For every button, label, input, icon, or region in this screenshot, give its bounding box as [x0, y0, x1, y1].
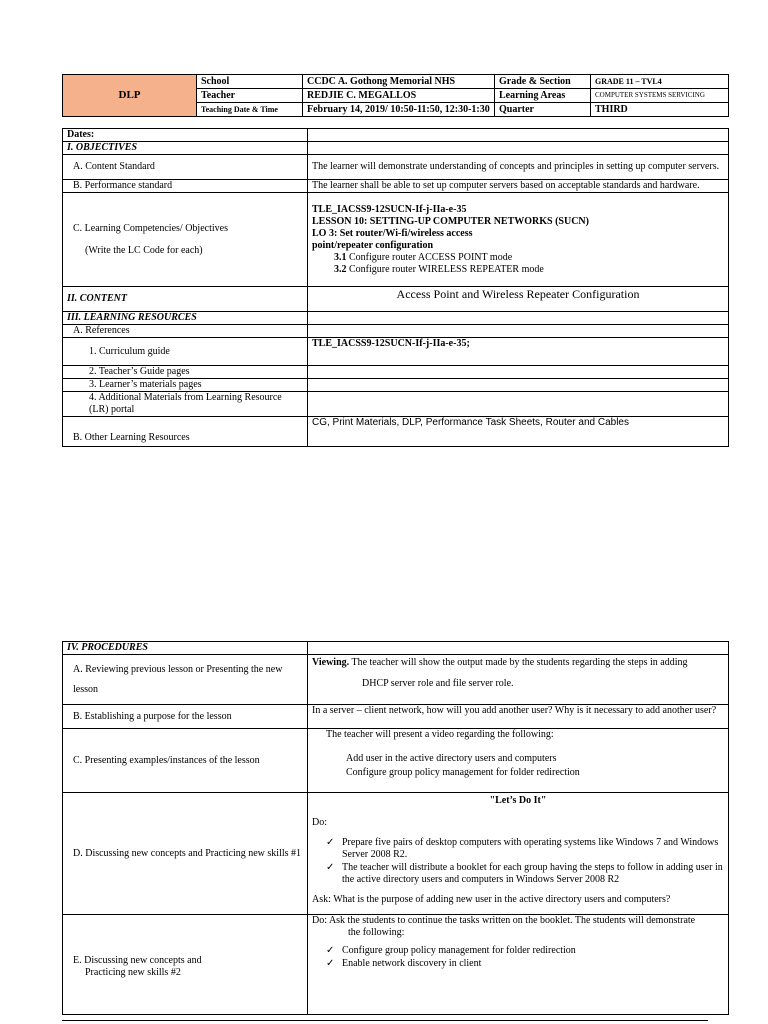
school-label: School	[197, 75, 303, 89]
learning-resources-heading: III. LEARNING RESOURCES	[63, 312, 308, 325]
procedure-a-text: The teacher will show the output made by the students regarding the steps in adding	[349, 657, 688, 668]
objective-3-2: 3.2 Configure router WIRELESS REPEATER mode	[334, 263, 544, 275]
procedures-table	[62, 641, 729, 1015]
grade-label: Grade & Section	[495, 75, 591, 89]
additional-materials-label: 4. Additional Materials from Learning Resource (LR) portal	[63, 392, 308, 417]
date-label: Teaching Date & Time	[197, 103, 303, 117]
procedure-e-do: Do: Ask the students to continue the tasks written on the booklet. The students will demonstrate	[312, 915, 696, 926]
quarter-value: THIRD	[591, 103, 729, 117]
teacher-label: Teacher	[197, 89, 303, 103]
list-item: ✓ The teacher will distribute a booklet for each group having the steps to follow in adding user in the active directory users and computers in Windows Server 2008 R2	[326, 862, 723, 885]
content-heading: II. CONTENT	[63, 287, 308, 312]
grade-value: GRADE 11 – TVL4	[591, 75, 729, 89]
procedure-d-ask: Ask: What is the purpose of adding new user in the active directory users and computers?	[312, 894, 671, 905]
learning-areas-label: Learning Areas	[495, 89, 591, 103]
viewing-label: Viewing.	[312, 657, 350, 668]
competencies-title: C. Learning Competencies/ Objectives	[73, 222, 228, 234]
content-value: Access Point and Wireless Repeater Configuration	[308, 287, 729, 312]
learning-areas-value: COMPUTER SYSTEMS SERVICING	[591, 89, 729, 103]
curriculum-guide-value: TLE_IACSS9-12SUCN-If-j-IIa-e-35;	[308, 338, 729, 366]
procedure-d-checklist	[312, 837, 724, 886]
objectives-table	[62, 128, 729, 447]
list-item: ✓ Configure group policy management for folder redirection	[326, 945, 576, 956]
procedure-c-label: C. Presenting examples/instances of the lesson	[63, 729, 308, 793]
learning-outcome: LO 3: Set router/Wi-fi/wireless access	[312, 227, 473, 239]
procedure-e-label	[63, 915, 308, 1015]
procedure-b-label: B. Establishing a purpose for the lesson	[63, 705, 308, 729]
procedure-e-label-2: Practicing new skills #2	[85, 967, 181, 978]
learning-outcome-cont: point/repeater configuration	[312, 239, 434, 251]
dates-label: Dates:	[63, 129, 308, 142]
procedure-e-checklist	[312, 945, 724, 970]
procedure-c-content	[308, 729, 729, 793]
procedure-d-content	[308, 793, 729, 915]
performance-standard-label: B. Performance standard	[63, 180, 308, 193]
other-resources-label: B. Other Learning Resources	[63, 417, 308, 447]
teacher-value: REDJIE C. MEGALLOS	[303, 89, 495, 103]
procedure-d-do: Do:	[312, 817, 327, 828]
procedures-heading: IV. PROCEDURES	[63, 642, 308, 655]
curriculum-guide-label: 1. Curriculum guide	[63, 338, 308, 366]
objectives-heading: I. OBJECTIVES	[63, 142, 308, 155]
content-standard-label: A. Content Standard	[63, 155, 308, 180]
other-resources-value: CG, Print Materials, DLP, Performance Task Sheets, Router and Cables	[308, 417, 729, 447]
competencies-label	[63, 193, 308, 287]
objective-3-1: 3.1 Configure router ACCESS POINT mode	[334, 251, 513, 263]
procedure-e-label-1: E. Discussing new concepts and	[73, 955, 202, 966]
check-icon: ✓	[326, 862, 335, 873]
references-label: A. References	[63, 325, 308, 338]
content-standard-value: The learner will demonstrate understanding of concepts and principles in setting up computer servers.	[308, 155, 729, 180]
date-value: February 14, 2019/ 10:50-11:50, 12:30-1:30	[303, 103, 495, 117]
procedure-a-text-2: DHCP server role and file server role.	[362, 678, 514, 689]
procedure-b-content: In a server – client network, how will you add another user? Why is it necessary to add another user?	[308, 705, 729, 729]
quarter-label: Quarter	[495, 103, 591, 117]
learners-materials-label: 3. Learner’s materials pages	[63, 379, 308, 392]
check-icon: ✓	[326, 837, 335, 848]
header-table	[62, 74, 729, 117]
lets-do-it-title: "Let’s Do It"	[489, 795, 547, 806]
competencies-note: (Write the LC Code for each)	[85, 244, 203, 256]
lesson-title: LESSON 10: SETTING-UP COMPUTER NETWORKS (SUCN)	[312, 215, 589, 227]
procedure-a-label: A. Reviewing previous lesson or Presenting the new lesson	[63, 655, 308, 705]
teachers-guide-label: 2. Teacher’s Guide pages	[63, 366, 308, 379]
procedure-a-content	[308, 655, 729, 705]
procedure-d-label	[63, 793, 308, 915]
procedure-c-item-2: Configure group policy management for folder redirection	[346, 767, 580, 778]
procedure-e-do-2: the following:	[348, 927, 405, 938]
procedure-d-label-text: D. Discussing new concepts and Practicing new skills #1	[73, 847, 302, 859]
procedure-c-text: The teacher will present a video regarding the following:	[326, 729, 554, 740]
page-bottom-rule	[62, 1020, 708, 1021]
performance-standard-value: The learner shall be able to set up computer servers based on acceptable standards and hardware.	[308, 180, 729, 193]
check-icon: ✓	[326, 945, 335, 956]
check-icon: ✓	[326, 958, 335, 969]
lc-code: TLE_IACSS9-12SUCN-If-j-IIa-e-35	[312, 203, 467, 215]
procedure-e-content	[308, 915, 729, 1015]
list-item: ✓ Prepare five pairs of desktop computers with operating systems like Windows 7 and Windows Server 2008 R2.	[326, 837, 719, 860]
school-value: CCDC A. Gothong Memorial NHS	[303, 75, 495, 89]
list-item: ✓ Enable network discovery in client	[326, 958, 482, 969]
procedure-c-item-1: Add user in the active directory users and computers	[346, 753, 557, 764]
dlp-label: DLP	[63, 75, 197, 117]
competencies-value	[308, 193, 729, 287]
